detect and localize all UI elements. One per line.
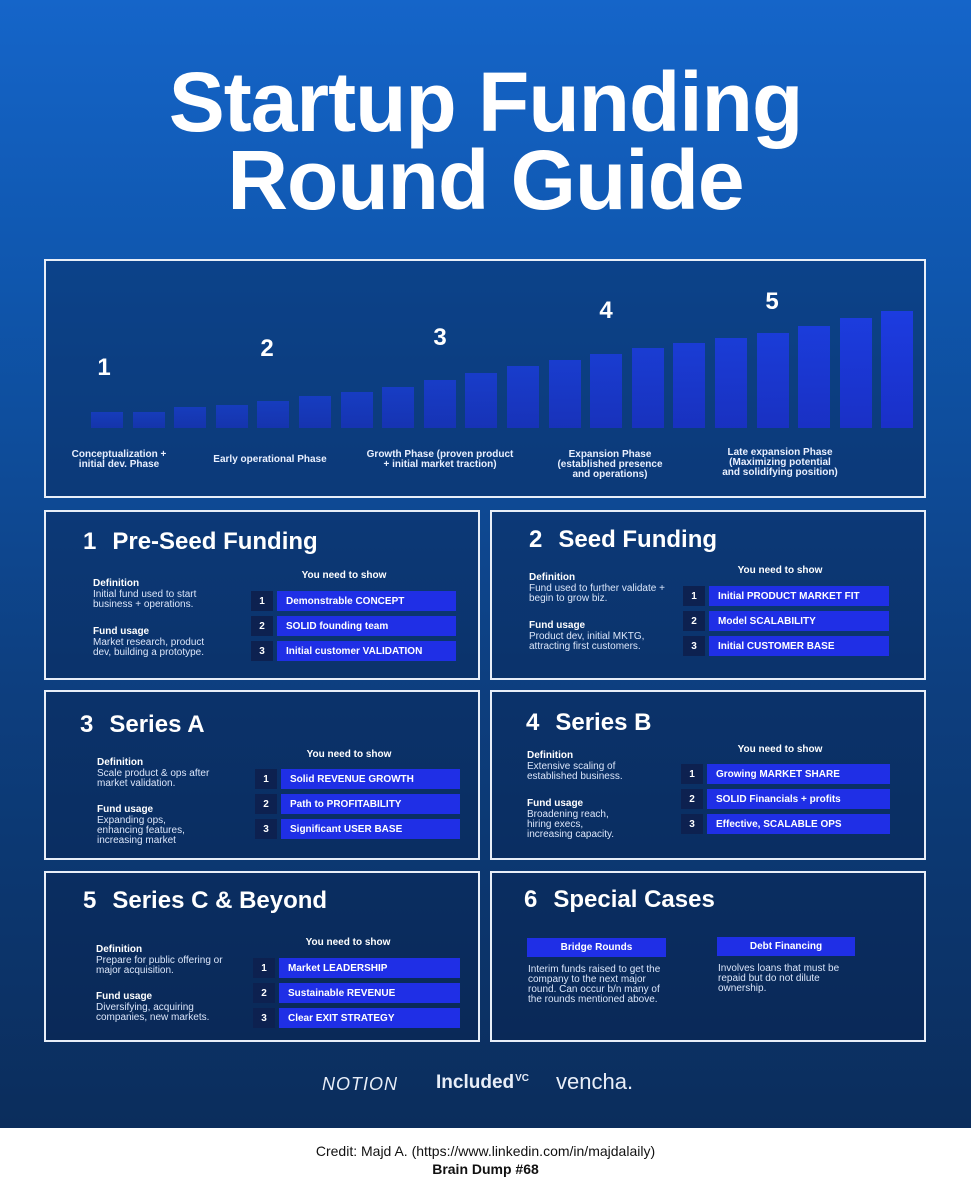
requirement-item bbox=[255, 819, 460, 839]
card-title-text: Special Cases bbox=[553, 886, 715, 913]
bridge-rounds-text: Interim funds raised to get the company to the next major round. Can occur b/n many of the rounds mentioned above. bbox=[528, 964, 661, 1005]
card-special-cases bbox=[490, 871, 926, 1042]
included-logo-sup: VC bbox=[515, 1072, 530, 1084]
timeline-bar bbox=[632, 348, 664, 428]
fund-usage-label: Fund usage bbox=[527, 798, 584, 809]
item-text: Initial customer VALIDATION bbox=[277, 641, 456, 661]
item-text: Solid REVENUE GROWTH bbox=[281, 769, 460, 789]
item-number: 1 bbox=[255, 769, 277, 789]
bridge-rounds-tag: Bridge Rounds bbox=[527, 938, 666, 957]
timeline-bar bbox=[465, 373, 497, 428]
fund-usage-label: Fund usage bbox=[93, 626, 150, 637]
item-text: Initial PRODUCT MARKET FIT bbox=[709, 586, 889, 606]
requirement-item bbox=[253, 958, 460, 978]
item-number: 3 bbox=[681, 814, 703, 834]
item-number: 3 bbox=[251, 641, 273, 661]
requirement-item bbox=[251, 641, 456, 661]
item-text: Significant USER BASE bbox=[281, 819, 460, 839]
item-number: 2 bbox=[255, 794, 277, 814]
timeline-bar bbox=[382, 387, 414, 428]
timeline-bar bbox=[341, 392, 373, 428]
phase-label-2: Early operational Phase bbox=[213, 454, 327, 465]
phase-label-4: Expansion Phase (established presence and operations) bbox=[557, 449, 663, 480]
requirement-item bbox=[255, 769, 460, 789]
timeline-bar bbox=[590, 354, 622, 428]
timeline-bar bbox=[216, 405, 248, 428]
card-title-text: Series C & Beyond bbox=[112, 887, 328, 914]
definition-label: Definition bbox=[529, 572, 576, 583]
timeline-bar bbox=[507, 366, 539, 428]
fund-usage-text: Broadening reach, hiring execs, increasing capacity. bbox=[527, 809, 615, 840]
item-number: 2 bbox=[681, 789, 703, 809]
card-seed bbox=[490, 510, 926, 680]
requirement-item bbox=[251, 616, 456, 636]
timeline-bar bbox=[549, 360, 581, 428]
definition-text: Extensive scaling of established business. bbox=[527, 761, 623, 782]
card-number: 3 bbox=[80, 711, 94, 738]
definition-text: Initial fund used to start business + operations. bbox=[93, 589, 197, 610]
show-heading: You need to show bbox=[737, 565, 823, 576]
requirement-item bbox=[253, 1008, 460, 1028]
item-text: Demonstrable CONCEPT bbox=[277, 591, 456, 611]
credit-line: Credit: Majd A. (https://www.linkedin.com/in/majdalaily) bbox=[315, 1143, 656, 1159]
card-number: 1 bbox=[83, 528, 97, 555]
item-number: 2 bbox=[251, 616, 273, 636]
card-title-text: Series A bbox=[109, 711, 205, 738]
card-title-text: Seed Funding bbox=[558, 526, 718, 553]
page-title-line1: Startup Funding bbox=[168, 55, 803, 149]
card-title-seed bbox=[529, 526, 717, 554]
card-number: 2 bbox=[529, 526, 543, 553]
show-heading: You need to show bbox=[301, 570, 387, 581]
definition-label: Definition bbox=[96, 944, 143, 955]
fund-usage-label: Fund usage bbox=[529, 620, 586, 631]
timeline-bar bbox=[133, 412, 165, 428]
card-title-text: Pre-Seed Funding bbox=[112, 528, 318, 555]
phase-label-5: Late expansion Phase (Maximizing potential and solidifying position) bbox=[722, 447, 838, 478]
item-text: SOLID Financials + profits bbox=[707, 789, 890, 809]
definition-label: Definition bbox=[93, 578, 140, 589]
item-number: 3 bbox=[255, 819, 277, 839]
card-number: 5 bbox=[83, 887, 97, 914]
card-number: 6 bbox=[524, 886, 538, 913]
item-number: 1 bbox=[681, 764, 703, 784]
funding-timeline-panel bbox=[44, 259, 926, 498]
definition-label: Definition bbox=[527, 750, 574, 761]
phase-number-2: 2 bbox=[260, 335, 274, 362]
show-heading: You need to show bbox=[306, 749, 392, 760]
card-pre-seed bbox=[44, 510, 480, 680]
fund-usage-text: Expanding ops, enhancing features, increasing market bbox=[97, 815, 185, 846]
item-text: Sustainable REVENUE bbox=[279, 983, 460, 1003]
card-title-text: Series B bbox=[555, 709, 652, 736]
item-number: 3 bbox=[253, 1008, 275, 1028]
brain-dump-label: Brain Dump #68 bbox=[432, 1161, 539, 1177]
card-title-pre-seed bbox=[83, 528, 318, 556]
item-text: SOLID founding team bbox=[277, 616, 456, 636]
fund-usage-label: Fund usage bbox=[96, 991, 153, 1002]
included-logo-text: Included bbox=[436, 1072, 515, 1093]
item-text: Model SCALABILITY bbox=[709, 611, 889, 631]
item-number: 1 bbox=[251, 591, 273, 611]
card-number: 4 bbox=[526, 709, 540, 736]
item-text: Market LEADERSHIP bbox=[279, 958, 460, 978]
card-series-c bbox=[44, 871, 480, 1042]
card-title-special-cases bbox=[524, 886, 715, 914]
phase-label-1: Conceptualization + initial dev. Phase bbox=[71, 449, 167, 470]
timeline-bar bbox=[840, 318, 872, 428]
fund-usage-text: Product dev, initial MKTG, attracting first customers. bbox=[529, 631, 645, 652]
requirement-item bbox=[255, 794, 460, 814]
timeline-bar bbox=[299, 396, 331, 428]
page-title-line2: Round Guide bbox=[227, 133, 744, 227]
debt-financing-tag: Debt Financing bbox=[717, 937, 855, 956]
show-heading: You need to show bbox=[737, 744, 823, 755]
timeline-bar bbox=[257, 401, 289, 428]
included-vc-logo bbox=[436, 1072, 529, 1094]
vencha-logo: vencha. bbox=[556, 1069, 634, 1094]
fund-usage-text: Diversifying, acquiring companies, new markets. bbox=[96, 1002, 210, 1023]
item-number: 1 bbox=[683, 586, 705, 606]
item-number: 2 bbox=[683, 611, 705, 631]
definition-text: Prepare for public offering or major acquisition. bbox=[96, 955, 223, 976]
phase-number-5: 5 bbox=[765, 288, 779, 315]
timeline-bar bbox=[757, 333, 789, 428]
item-number: 2 bbox=[253, 983, 275, 1003]
requirement-item bbox=[683, 586, 889, 606]
item-text: Initial CUSTOMER BASE bbox=[709, 636, 889, 656]
debt-financing-text: Involves loans that must be repaid but do not dilute ownership. bbox=[718, 963, 840, 994]
phase-number-3: 3 bbox=[433, 324, 447, 351]
timeline-bar bbox=[424, 380, 456, 428]
card-title-series-a bbox=[80, 711, 205, 739]
timeline-bar bbox=[798, 326, 830, 428]
requirement-item bbox=[683, 636, 889, 656]
item-number: 1 bbox=[253, 958, 275, 978]
definition-label: Definition bbox=[97, 757, 144, 768]
phase-label-3: Growth Phase (proven product + initial market traction) bbox=[366, 449, 514, 470]
notion-logo: NOTION bbox=[322, 1074, 398, 1094]
fund-usage-text: Market research, product dev, building a prototype. bbox=[93, 637, 205, 658]
card-title-series-c bbox=[83, 887, 327, 915]
requirement-item bbox=[681, 789, 890, 809]
item-text: Growing MARKET SHARE bbox=[707, 764, 890, 784]
timeline-bar bbox=[715, 338, 747, 428]
timeline-bar bbox=[174, 407, 206, 428]
requirement-item bbox=[681, 764, 890, 784]
timeline-bar bbox=[91, 412, 123, 428]
requirement-item bbox=[681, 814, 890, 834]
show-heading: You need to show bbox=[305, 937, 391, 948]
definition-text: Scale product & ops after market validation. bbox=[97, 768, 210, 789]
card-title-series-b bbox=[526, 709, 651, 737]
card-series-a bbox=[44, 690, 480, 860]
card-series-b bbox=[490, 690, 926, 860]
item-text: Effective, SCALABLE OPS bbox=[707, 814, 890, 834]
phase-number-4: 4 bbox=[599, 297, 613, 324]
requirement-item bbox=[251, 591, 456, 611]
definition-text: Fund used to further validate + begin to grow biz. bbox=[529, 583, 665, 604]
requirement-item bbox=[683, 611, 889, 631]
item-text: Clear EXIT STRATEGY bbox=[279, 1008, 460, 1028]
item-text: Path to PROFITABILITY bbox=[281, 794, 460, 814]
requirement-item bbox=[253, 983, 460, 1003]
timeline-bar bbox=[673, 343, 705, 428]
timeline-bar bbox=[881, 311, 913, 428]
fund-usage-label: Fund usage bbox=[97, 804, 154, 815]
phase-number-1: 1 bbox=[97, 354, 111, 381]
item-number: 3 bbox=[683, 636, 705, 656]
partner-logos bbox=[0, 1068, 971, 1098]
